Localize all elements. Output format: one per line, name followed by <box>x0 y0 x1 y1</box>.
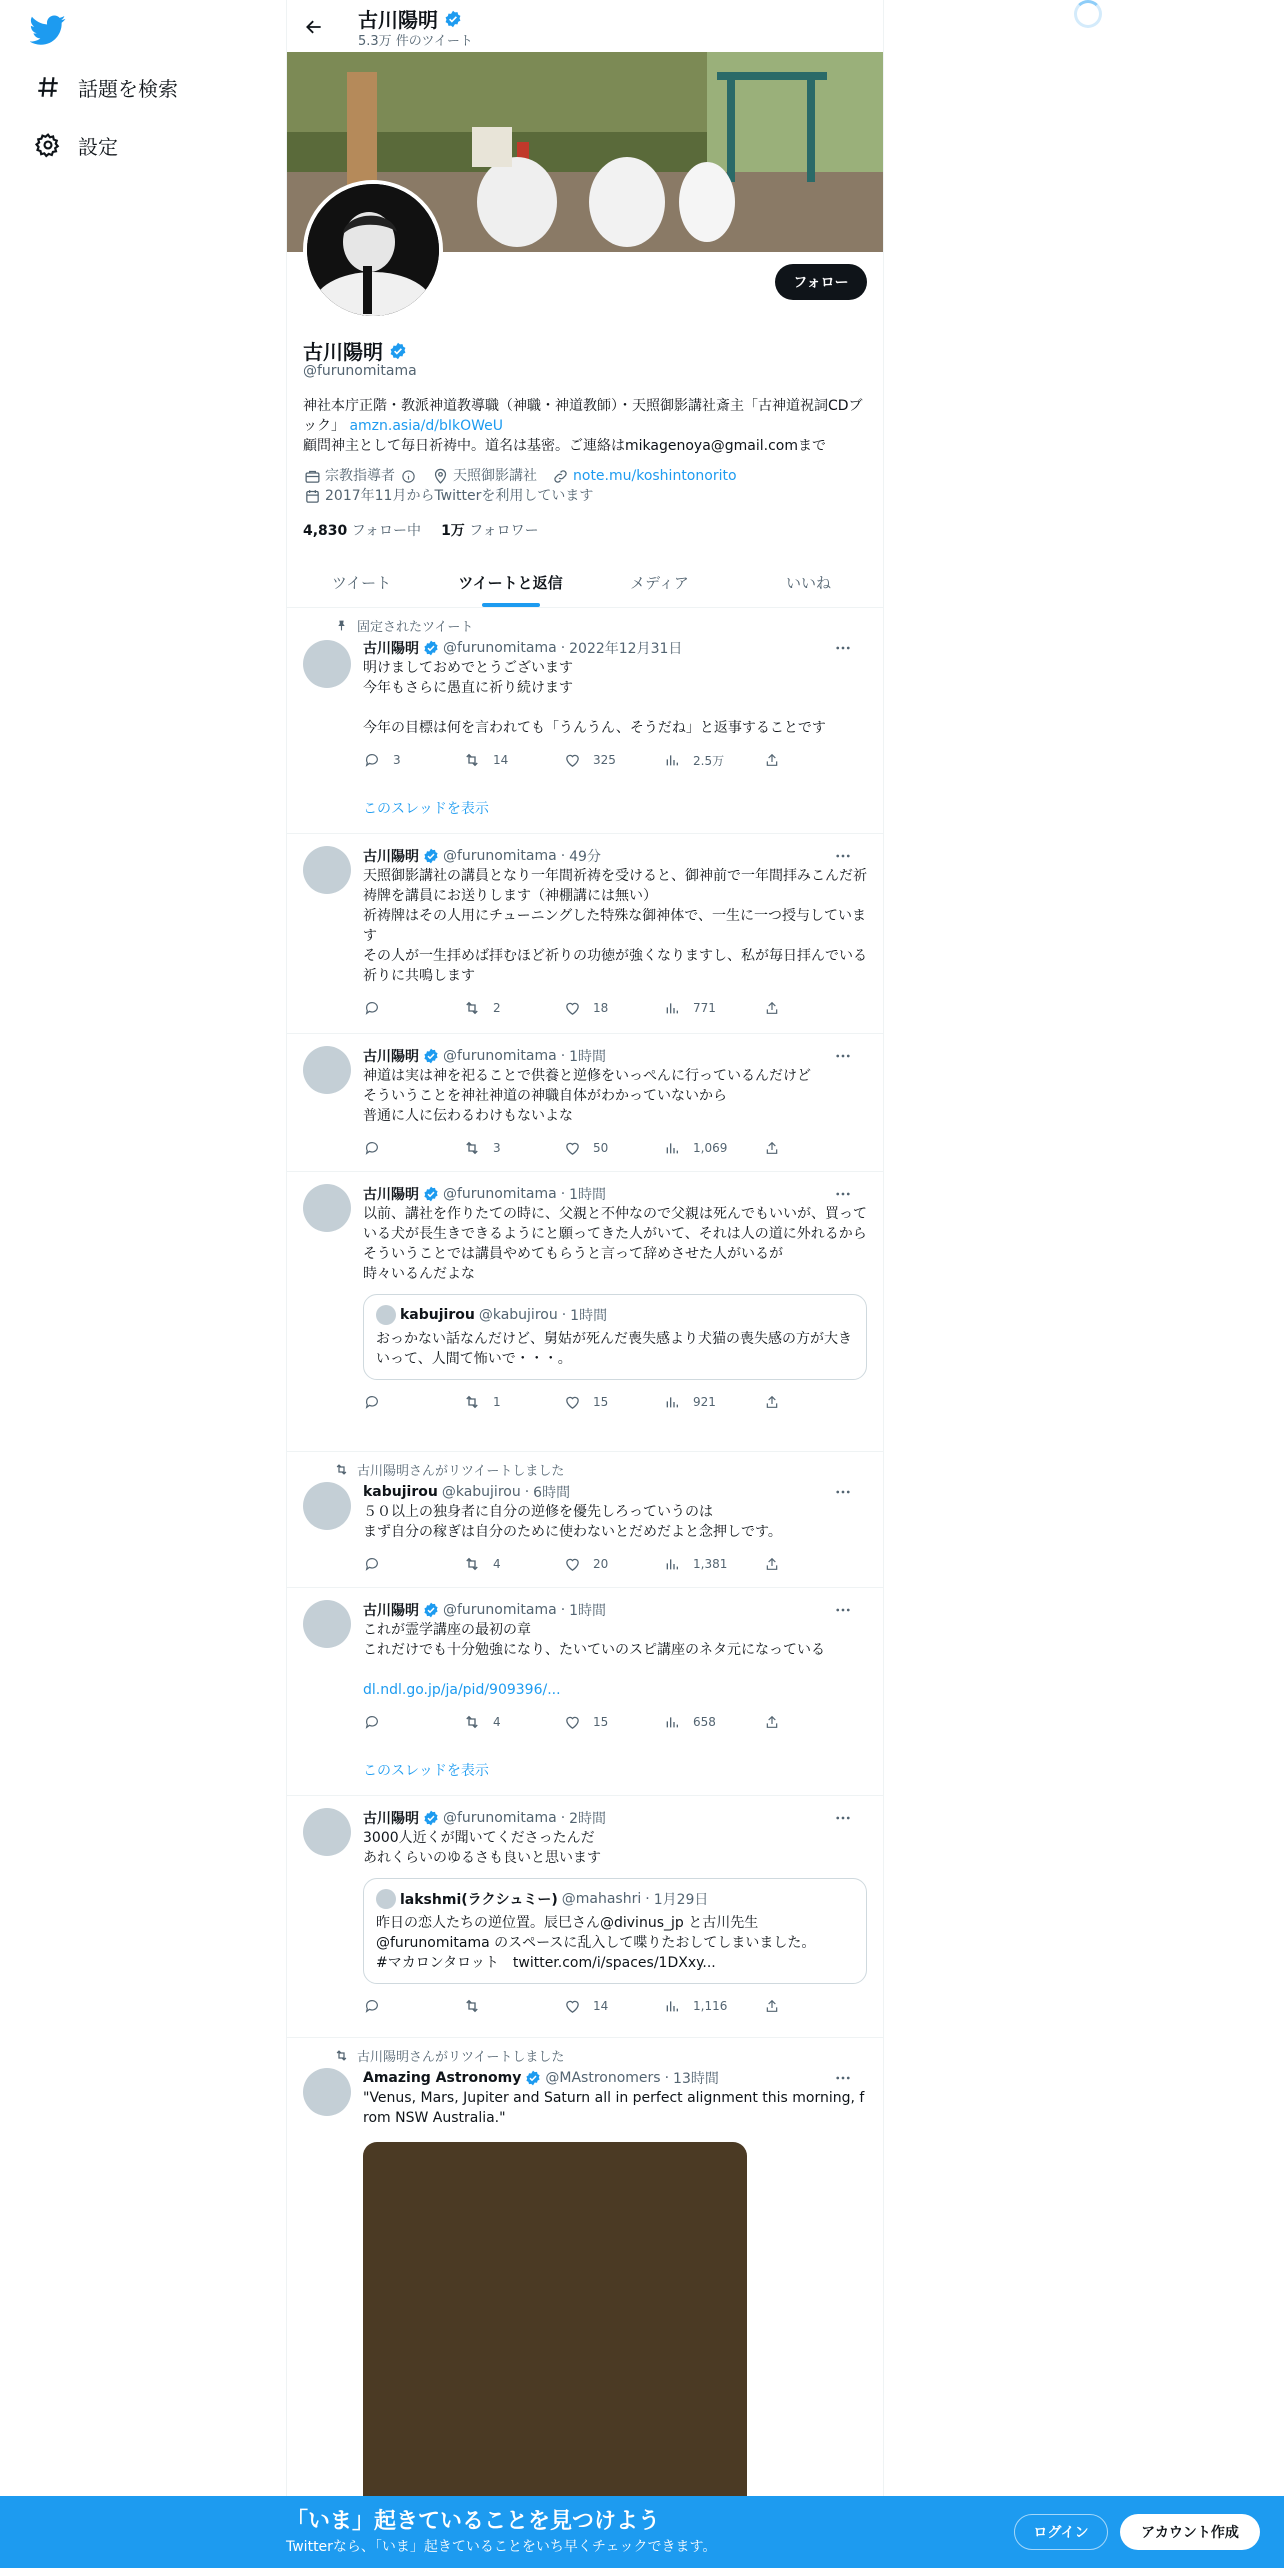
more-options-icon[interactable] <box>833 1600 853 1620</box>
tweet-author-name[interactable]: 古川陽明 <box>363 1603 419 1619</box>
tweet-avatar[interactable] <box>303 846 351 894</box>
profile-location: 天照御影講社 <box>431 466 537 486</box>
retweet-icon <box>463 751 481 769</box>
share-icon <box>763 1713 781 1731</box>
quote-author-handle: @mahashri <box>561 1891 642 1907</box>
tweet-avatar[interactable] <box>303 1482 351 1530</box>
views-button[interactable]: 2.5万 <box>663 751 763 769</box>
profile-avatar[interactable] <box>303 180 443 320</box>
tweet-actions <box>363 1138 867 1158</box>
reply-icon <box>363 1139 381 1157</box>
tweet-time[interactable]: 1時間 <box>569 1603 607 1619</box>
tweet[interactable] <box>287 1796 883 2038</box>
info-icon[interactable] <box>399 467 417 485</box>
heart-icon <box>563 1555 581 1573</box>
quote-author-name: kabujirou <box>400 1307 475 1323</box>
tweet-actions <box>363 1554 867 1574</box>
views-button[interactable]: 1,116 <box>663 1997 763 2015</box>
tweet-author-handle[interactable]: @furunomitama <box>443 848 557 864</box>
follow-button[interactable]: フォロー <box>775 264 867 300</box>
reply-button[interactable] <box>363 1393 463 1411</box>
views-button[interactable]: 658 <box>663 1713 763 1731</box>
tweet-author-handle[interactable]: @kabujirou <box>441 1484 521 1500</box>
profile-name <box>303 336 407 365</box>
tweet[interactable] <box>287 2038 883 2568</box>
bar-chart-icon <box>663 1393 681 1411</box>
more-options-icon[interactable] <box>833 638 853 658</box>
header-tweet-count: 5.3万 件のツイート <box>358 34 473 49</box>
follow-stats <box>303 520 539 540</box>
views-button[interactable]: 1,381 <box>663 1555 763 1573</box>
tweet-time[interactable]: 2022年12月31日 <box>569 641 683 657</box>
tweet-avatar[interactable] <box>303 640 351 688</box>
tweet-header: 古川陽明 @furunomitama · 2時間 <box>363 1810 607 1827</box>
profile-header-bar <box>287 0 883 52</box>
link-icon <box>551 467 569 485</box>
tweet[interactable] <box>287 834 883 1034</box>
quote-author-handle: @kabujirou <box>478 1307 558 1323</box>
tweet-author-name[interactable]: 古川陽明 <box>363 1049 419 1065</box>
more-options-icon[interactable] <box>833 1184 853 1204</box>
like-button[interactable]: 15 <box>563 1713 663 1731</box>
share-icon <box>763 1139 781 1157</box>
header-name-text: 古川陽明 <box>358 8 438 32</box>
tweet-actions <box>363 1392 867 1412</box>
verified-badge-icon <box>423 1602 439 1618</box>
tweet-time[interactable]: 2時間 <box>569 1811 607 1827</box>
tweet-time[interactable]: 1時間 <box>569 1187 607 1203</box>
tweet-body <box>363 2068 867 2542</box>
tweet-time[interactable]: 13時間 <box>673 2071 719 2087</box>
retweet-button[interactable]: 2 <box>463 999 563 1017</box>
twitter-logo-icon[interactable] <box>30 12 66 48</box>
quote-text: 昨日の恋人たちの逆位置。辰巳さん@divinus_jp と古川先生@furunomitama のスペースに乱入して喋りたおしてしまいました。 #マカロンタロット twitter.com/i/spaces/1DXxy... <box>376 1915 816 1971</box>
header-name <box>358 4 462 33</box>
share-icon <box>763 999 781 1017</box>
verified-badge-icon <box>423 1186 439 1202</box>
pinned-indicator: 固定されたツイート <box>333 616 473 635</box>
following-stat[interactable]: 4,830 フォロー中 <box>303 523 422 539</box>
signup-banner-subtitle: Twitterなら、「いま」起きていることをいち早くチェックできます。 <box>286 2539 717 2555</box>
tweet-body <box>363 1600 867 1732</box>
tweet-header: kabujirou @kabujirou · 6時間 <box>363 1484 571 1501</box>
briefcase-icon <box>303 467 321 485</box>
tweet[interactable] <box>287 1588 883 1796</box>
profile-name-text: 古川陽明 <box>303 340 383 364</box>
like-button[interactable]: 20 <box>563 1555 663 1573</box>
like-button[interactable]: 325 <box>563 751 663 769</box>
retweet-indicator: 古川陽明さんがリツイートしました <box>333 1460 564 1479</box>
tweet-text: 明けましておめでとうございます 今年もさらに愚直に祈り続けます 今年の目標は何を言われても「うんうん、そうだね」と返事することです <box>363 660 826 736</box>
quote-tweet[interactable] <box>363 1294 867 1380</box>
reply-button[interactable] <box>363 1139 463 1157</box>
left-nav <box>0 0 286 2568</box>
share-icon <box>763 1555 781 1573</box>
tab-likes[interactable]: いいね <box>785 574 831 592</box>
quote-avatar <box>376 1889 396 1909</box>
nav-explore-label: 話題を検索 <box>78 76 178 101</box>
reply-button[interactable] <box>363 999 463 1017</box>
create-account-button[interactable]: アカウント作成 <box>1120 2514 1260 2550</box>
gear-icon <box>34 131 62 159</box>
tweet-body <box>363 638 867 770</box>
tweet-text: 神道は実は神を祀ることで供養と逆修をいっぺんに行っているんだけど そういうことを神社神道の神職自体がわかっていないから 普通に人に伝わるわけもないよな <box>363 1068 811 1124</box>
tweet-author-handle[interactable]: @furunomitama <box>443 640 557 656</box>
retweet-icon <box>463 1393 481 1411</box>
like-button[interactable]: 18 <box>563 999 663 1017</box>
tweet-actions <box>363 998 867 1018</box>
tab-tweets[interactable]: ツイート <box>331 574 392 592</box>
profile-bio <box>303 396 873 456</box>
bar-chart-icon <box>663 1997 681 2015</box>
reply-button[interactable]: 3 <box>363 751 463 769</box>
share-icon <box>763 1393 781 1411</box>
retweet-icon <box>463 1139 481 1157</box>
heart-icon <box>563 1713 581 1731</box>
views-button[interactable]: 921 <box>663 1393 763 1411</box>
profile-category: 宗教指導者 <box>303 466 417 486</box>
heart-icon <box>563 999 581 1017</box>
profile-tabs <box>287 558 883 608</box>
show-thread-link[interactable]: このスレッドを表示 <box>363 801 489 817</box>
tweet-text: ５０以上の独身者に自分の逆修を優先しろっていうのは まず自分の稼ぎは自分のために使わないとだめだよと念押しです。 <box>363 1504 782 1540</box>
reply-icon <box>363 999 381 1017</box>
reply-icon <box>363 1555 381 1573</box>
heart-icon <box>563 1393 581 1411</box>
more-options-icon[interactable] <box>833 846 853 866</box>
tab-tweets-and-replies[interactable]: ツイートと返信 <box>436 558 585 607</box>
share-button[interactable] <box>763 1997 803 2015</box>
more-options-icon[interactable] <box>833 1808 853 1828</box>
tweet-text: 3000人近くが聞いてくださったんだ あれくらいのゆるさも良いと思います <box>363 1830 601 1866</box>
tweet-avatar[interactable] <box>303 1184 351 1232</box>
share-button[interactable] <box>763 1393 803 1411</box>
quote-avatar <box>376 1305 396 1325</box>
quote-header: kabujirou @kabujirou · 1時間 <box>376 1305 854 1325</box>
retweet-icon <box>333 2048 349 2064</box>
tweet-actions <box>363 750 867 770</box>
retweet-icon <box>463 999 481 1017</box>
quote-tweet[interactable] <box>363 1878 867 1984</box>
main-column <box>286 0 884 2568</box>
tweet-time[interactable]: 1時間 <box>569 1049 607 1065</box>
back-arrow-icon[interactable] <box>297 10 331 44</box>
share-button[interactable] <box>763 751 803 769</box>
quote-text: おっかない話なんだけど、舅姑が死んだ喪失感より犬猫の喪失感の方が大きいって、人間て怖いで・・・。 <box>376 1331 852 1367</box>
retweet-icon <box>463 1997 481 2015</box>
calendar-icon <box>303 487 321 505</box>
tweet-time[interactable]: 6時間 <box>533 1485 571 1501</box>
tweet-actions <box>363 1712 867 1732</box>
like-button[interactable]: 14 <box>563 1997 663 2015</box>
profile-joined: 2017年11月からTwitterを利用しています <box>303 486 593 506</box>
tweet-author-handle[interactable]: @MAstronomers <box>545 2070 661 2086</box>
tweet-avatar[interactable] <box>303 2068 351 2116</box>
signup-banner <box>0 2496 1284 2568</box>
reply-icon <box>363 1393 381 1411</box>
tweet-time[interactable]: 49分 <box>569 849 601 865</box>
verified-badge-icon <box>423 1048 439 1064</box>
tweet-author-handle[interactable]: @furunomitama <box>443 1186 557 1202</box>
tweet-text: これが霊学講座の最初の章 これだけでも十分勉強になり、たいていのスピ講座のネタ元になっている <box>363 1622 825 1658</box>
views-button[interactable]: 771 <box>663 999 763 1017</box>
share-icon <box>763 1997 781 2015</box>
share-button[interactable] <box>763 1139 803 1157</box>
tweet-author-name[interactable]: 古川陽明 <box>363 641 419 657</box>
share-button[interactable] <box>763 999 803 1017</box>
hashtag-icon <box>34 73 62 101</box>
tweet-avatar[interactable] <box>303 1600 351 1648</box>
tweet-author-name[interactable]: 古川陽明 <box>363 1187 419 1203</box>
retweet-button[interactable]: 3 <box>463 1139 563 1157</box>
retweet-icon <box>333 1462 349 1478</box>
reply-icon <box>363 751 381 769</box>
nav-settings-label: 設定 <box>78 134 118 159</box>
profile-meta <box>303 466 873 506</box>
nav-explore[interactable] <box>34 67 178 107</box>
reply-button[interactable] <box>363 1713 463 1731</box>
tab-media[interactable]: メディア <box>630 574 689 592</box>
bar-chart-icon <box>663 1713 681 1731</box>
verified-badge-icon <box>525 2070 541 2086</box>
more-options-icon[interactable] <box>833 2068 853 2088</box>
profile-website <box>551 466 737 486</box>
location-pin-icon <box>431 467 449 485</box>
tweet-header: 古川陽明 @furunomitama · 1時間 <box>363 1602 607 1619</box>
reply-icon <box>363 1713 381 1731</box>
bar-chart-icon <box>663 1555 681 1573</box>
tweet-header: 古川陽明 @furunomitama · 2022年12月31日 <box>363 640 683 657</box>
tweet-header: 古川陽明 @furunomitama · 49分 <box>363 848 601 865</box>
tweet-body <box>363 1482 867 1574</box>
retweet-button[interactable]: 4 <box>463 1555 563 1573</box>
tweet-body <box>363 1046 867 1158</box>
bio-link[interactable]: amzn.asia/d/bIkOWeU <box>349 418 504 434</box>
share-icon <box>763 751 781 769</box>
nav-settings[interactable] <box>34 125 118 165</box>
more-options-icon[interactable] <box>833 1482 853 1502</box>
verified-badge-icon <box>423 640 439 656</box>
tweet[interactable] <box>287 1034 883 1172</box>
tweet-text: 以前、講社を作りたての時に、父親と不仲なので父親は死んでもいいが、買っている犬が長生きできるようにと願ってきた人がいて、それは人の道に外れるからそういうことでは講員やめてもらうと言って辞めさせた人がいるが 時々いるんだよな <box>363 1206 867 1282</box>
tweet-author-name[interactable]: Amazing Astronomy <box>363 2070 522 2086</box>
tweet-author-name[interactable]: kabujirou <box>363 1484 438 1500</box>
verified-badge-icon <box>444 10 462 28</box>
profile-handle: @furunomitama <box>303 363 417 379</box>
quote-time: 1月29日 <box>653 1892 709 1908</box>
retweet-indicator: 古川陽明さんがリツイートしました <box>333 2046 564 2065</box>
tweet-body <box>363 1184 867 1412</box>
tweet[interactable] <box>287 608 883 834</box>
tweet[interactable] <box>287 1452 883 1588</box>
retweet-button[interactable]: 1 <box>463 1393 563 1411</box>
bar-chart-icon <box>663 999 681 1017</box>
heart-icon <box>563 1139 581 1157</box>
login-button[interactable]: ログイン <box>1014 2514 1108 2550</box>
tweet-actions <box>363 1996 867 2016</box>
views-button[interactable]: 1,069 <box>663 1139 763 1157</box>
retweet-icon <box>463 1555 481 1573</box>
tweet-header: Amazing Astronomy @MAstronomers · 13時間 <box>363 2070 719 2087</box>
reply-button[interactable] <box>363 1555 463 1573</box>
tweet-header: 古川陽明 @furunomitama · 1時間 <box>363 1186 607 1203</box>
tweet-body <box>363 846 867 1018</box>
tweet-author-name[interactable]: 古川陽明 <box>363 1811 419 1827</box>
tweet-author-handle[interactable]: @furunomitama <box>443 1048 557 1064</box>
share-button[interactable] <box>763 1713 803 1731</box>
heart-icon <box>563 751 581 769</box>
quote-time: 1時間 <box>570 1308 608 1324</box>
verified-badge-icon <box>423 1810 439 1826</box>
followers-stat[interactable]: 1万 フォロワー <box>441 523 539 539</box>
tweet-text: 天照御影講社の講員となり一年間祈祷を受けると、御神前で一年間拝みこんだ祈祷牌を講員にお送りします（神棚講には無い） 祈祷牌はその人用にチューニングした特殊な御神体で、一生に一つ授与しています その人が一生拝めば拝むほど祈りの功徳が強くなりますし、私が毎日拝んでいる祈りに共鳴します <box>363 868 867 984</box>
pin-icon <box>333 618 349 634</box>
quote-header: lakshmi(ラクシュミー) @mahashri · 1月29日 <box>376 1889 854 1909</box>
like-button[interactable]: 15 <box>563 1393 663 1411</box>
retweet-icon <box>463 1713 481 1731</box>
loading-spinner-icon <box>1074 0 1102 28</box>
reply-icon <box>363 1997 381 2015</box>
tweet-media-image[interactable] <box>363 2142 747 2542</box>
tweet-header: 古川陽明 @furunomitama · 1時間 <box>363 1048 607 1065</box>
tweet-avatar[interactable] <box>303 1808 351 1856</box>
verified-badge-icon <box>389 342 407 360</box>
share-button[interactable] <box>763 1555 803 1573</box>
like-button[interactable]: 50 <box>563 1139 663 1157</box>
verified-badge-icon <box>423 848 439 864</box>
bar-chart-icon <box>663 751 681 769</box>
tweet-avatar[interactable] <box>303 1046 351 1094</box>
tweet-body <box>363 1808 867 2016</box>
quote-author-name: lakshmi(ラクシュミー) <box>400 1892 558 1908</box>
tweet-author-handle[interactable]: @furunomitama <box>443 1810 557 1826</box>
signup-banner-title: 「いま」起きていることを見つけよう <box>286 2509 661 2534</box>
tweet-text: "Venus, Mars, Jupiter and Saturn all in perfect alignment this morning, from NSW Australia." <box>363 2090 865 2126</box>
tweet-author-name[interactable]: 古川陽明 <box>363 849 419 865</box>
tweet[interactable] <box>287 1172 883 1452</box>
retweet-button[interactable]: 14 <box>463 751 563 769</box>
bio-text: 神社本庁正階・教派神道教導職（神職・神道教師）・天照御影講社斎主「古神道祝詞CDブック」 <box>303 398 863 434</box>
bar-chart-icon <box>663 1139 681 1157</box>
bio-text-2: 顧問神主として毎日祈祷中。道名は基密。ご連絡はmikagenoya@gmail.comまで <box>303 438 827 454</box>
retweet-button[interactable] <box>463 1997 563 2015</box>
more-options-icon[interactable] <box>833 1046 853 1066</box>
retweet-button[interactable]: 4 <box>463 1713 563 1731</box>
show-thread-link[interactable]: このスレッドを表示 <box>363 1763 489 1779</box>
tweet-link[interactable]: dl.ndl.go.jp/ja/pid/909396/... <box>363 1682 561 1698</box>
heart-icon <box>563 1997 581 2015</box>
tweet-author-handle[interactable]: @furunomitama <box>443 1602 557 1618</box>
website-link[interactable]: note.mu/koshintonorito <box>573 468 737 484</box>
reply-button[interactable] <box>363 1997 463 2015</box>
